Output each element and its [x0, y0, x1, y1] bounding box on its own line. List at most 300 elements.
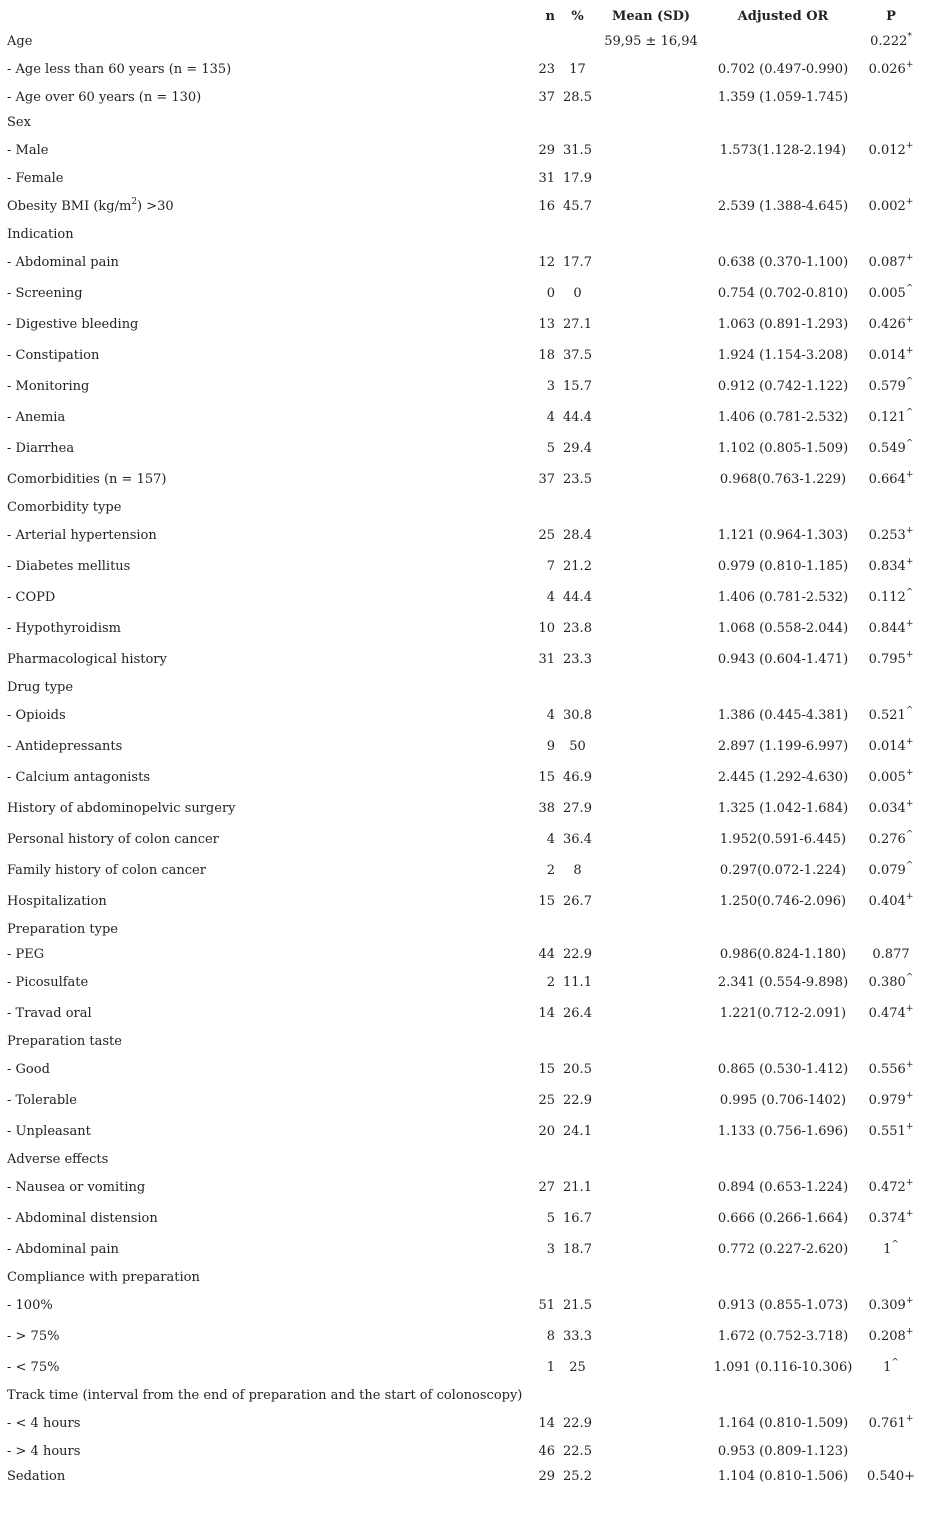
table-row [0, 284, 925, 304]
cell-adjusted-or: 1.672 (0.752-3.718) [717, 1329, 849, 1344]
p-value-marker: ^ [905, 705, 914, 716]
cell-n: 37 [538, 90, 555, 105]
cell-adjusted-or: 2.341 (0.554-9.898) [717, 975, 849, 990]
table-row [0, 439, 925, 459]
row-label: Personal history of colon cancer [7, 832, 219, 847]
row-label: Family history of colon cancer [7, 863, 206, 878]
table-row [0, 1268, 925, 1288]
cell-adjusted-or: 0.986(0.824-1.180) [719, 947, 847, 962]
table-row [0, 377, 925, 397]
cell-adjusted-or: 0.943 (0.604-1.471) [717, 652, 849, 667]
p-value-text: 0.474 [868, 1006, 906, 1021]
p-value-marker: + [905, 1208, 914, 1219]
cell-percent: 44.4 [563, 410, 592, 425]
table-row [0, 88, 925, 108]
table-row [0, 1032, 925, 1052]
table-row [0, 737, 925, 757]
cell-p-value [862, 557, 920, 577]
p-value-text: 0.087 [868, 255, 906, 270]
cell-percent: 36.4 [563, 832, 592, 847]
cell-percent: 11.1 [563, 975, 592, 990]
cell-percent: 17.7 [563, 255, 592, 270]
cell-n: 16 [538, 199, 555, 214]
cell-n: 8 [546, 1329, 555, 1344]
cell-adjusted-or: 0.865 (0.530-1.412) [717, 1062, 849, 1077]
cell-percent: 17 [569, 62, 586, 77]
p-value-text: 0.556 [868, 1062, 906, 1077]
p-value-text: 0.002 [868, 199, 906, 214]
table-row [0, 470, 925, 490]
table-row [0, 706, 925, 726]
p-value-text: 0.834 [868, 559, 906, 574]
row-label: - Nausea or vomiting [7, 1180, 146, 1195]
p-value-text: 0.253 [868, 528, 906, 543]
table-row [0, 1414, 925, 1434]
row-label: Pharmacological history [7, 652, 167, 667]
p-value-marker: + [905, 798, 914, 809]
table-row [0, 498, 925, 518]
cell-n: 25 [538, 1093, 555, 1108]
cell-percent: 26.7 [563, 894, 592, 909]
cell-n: 4 [546, 832, 555, 847]
p-value-marker: * [907, 31, 912, 42]
p-value-marker: + [905, 618, 914, 629]
p-value-marker: + [905, 1003, 914, 1014]
cell-percent: 26.4 [563, 1006, 592, 1021]
cell-p-value [862, 408, 920, 428]
cell-p-value [862, 197, 920, 217]
cell-percent: 22.5 [563, 1444, 592, 1459]
p-value-marker: + [905, 1413, 914, 1424]
table-row [0, 678, 925, 698]
cell-percent: 28.4 [563, 528, 592, 543]
cell-p-value [862, 706, 920, 726]
cell-percent: 21.5 [563, 1298, 592, 1313]
p-value-text: 0.079 [868, 863, 906, 878]
table-row [0, 60, 925, 80]
cell-p-value [862, 945, 920, 965]
row-label: - Antidepressants [7, 739, 123, 754]
row-label: - Abdominal distension [7, 1211, 158, 1226]
p-value-text: 0.112 [868, 590, 906, 605]
header-n: n [545, 9, 555, 24]
cell-adjusted-or: 1.063 (0.891-1.293) [717, 317, 849, 332]
cell-adjusted-or: 1.924 (1.154-3.208) [717, 348, 849, 363]
row-label: - Unpleasant [7, 1124, 91, 1139]
p-value-text: 0.014 [868, 739, 906, 754]
p-value-text: 0.374 [868, 1211, 906, 1226]
cell-adjusted-or: 0.638 (0.370-1.100) [717, 255, 849, 270]
cell-adjusted-or: 2.445 (1.292-4.630) [717, 770, 849, 785]
p-value-marker: ^ [905, 407, 914, 418]
row-label: - Travad oral [7, 1006, 92, 1021]
cell-p-value [862, 526, 920, 546]
cell-percent: 28.5 [563, 90, 592, 105]
p-value-marker: + [905, 891, 914, 902]
cell-adjusted-or: 0.968(0.763-1.229) [719, 472, 847, 487]
row-label: Drug type [7, 680, 74, 695]
cell-percent: 24.1 [563, 1124, 592, 1139]
cell-p-value [862, 1240, 920, 1260]
cell-n: 46 [538, 1444, 555, 1459]
p-value-marker: + [905, 1090, 914, 1101]
cell-percent: 8 [573, 863, 582, 878]
cell-n: 13 [538, 317, 555, 332]
cell-p-value [862, 1122, 920, 1142]
cell-p-value [862, 650, 920, 670]
cell-p-value [862, 470, 920, 490]
row-label: - < 4 hours [7, 1416, 81, 1431]
table-row [0, 1060, 925, 1080]
cell-percent: 27.1 [563, 317, 592, 332]
cell-adjusted-or: 0.913 (0.855-1.073) [717, 1298, 849, 1313]
table-row [0, 830, 925, 850]
p-value-marker: + [905, 196, 914, 207]
row-label: - > 4 hours [7, 1444, 81, 1459]
table-row [0, 1296, 925, 1316]
table-row [0, 526, 925, 546]
table-row [0, 315, 925, 335]
row-label: - Digestive bleeding [7, 317, 139, 332]
p-value-text: 0.005 [868, 286, 906, 301]
cell-n: 23 [538, 62, 555, 77]
cell-n: 2 [546, 863, 555, 878]
cell-percent: 30.8 [563, 708, 592, 723]
cell-p-value [862, 1060, 920, 1080]
cell-adjusted-or: 1.573(1.128-2.194) [719, 143, 847, 158]
table-row [0, 1358, 925, 1378]
p-value-marker: ^ [905, 587, 914, 598]
p-value-text: 0.034 [868, 801, 906, 816]
row-label: - Opioids [7, 708, 66, 723]
cell-percent: 23.3 [563, 652, 592, 667]
cell-p-value [862, 768, 920, 788]
cell-n: 25 [538, 528, 555, 543]
row-label: - Male [7, 143, 49, 158]
cell-p-value [862, 253, 920, 273]
table-row [0, 557, 925, 577]
row-label: Preparation taste [7, 1034, 122, 1049]
cell-n: 37 [538, 472, 555, 487]
cell-percent: 33.3 [563, 1329, 592, 1344]
p-value-text: 0.222 [870, 34, 908, 49]
row-label: - Monitoring [7, 379, 90, 394]
row-label-superscript: 2 [131, 196, 138, 207]
cell-percent: 17.9 [563, 171, 592, 186]
cell-percent: 37.5 [563, 348, 592, 363]
table-row [0, 1327, 925, 1347]
cell-percent: 22.9 [563, 1093, 592, 1108]
row-label [7, 197, 174, 217]
cell-adjusted-or: 1.068 (0.558-2.044) [717, 621, 849, 636]
cell-n: 10 [538, 621, 555, 636]
p-value-text: 0.309 [868, 1298, 906, 1313]
row-label: Track time (interval from the end of preparation and the start of colonoscopy) [7, 1388, 523, 1403]
table-row [0, 253, 925, 273]
p-value-text: 0.979 [868, 1093, 906, 1108]
p-value-marker: + [905, 649, 914, 660]
cell-percent: 18.7 [563, 1242, 592, 1257]
cell-adjusted-or: 1.091 (0.116-10.306) [713, 1360, 853, 1375]
cell-p-value [862, 799, 920, 819]
header-p: P [886, 9, 896, 24]
table-row [0, 1467, 925, 1487]
p-value-marker: + [905, 1326, 914, 1337]
p-value-marker: ^ [905, 376, 914, 387]
cell-p-value [862, 1414, 920, 1434]
p-value-marker: + [905, 736, 914, 747]
row-label: - Age over 60 years (n = 130) [7, 90, 202, 105]
p-value-text: 0.844 [868, 621, 906, 636]
table-row [0, 861, 925, 881]
row-label: - Abdominal pain [7, 255, 119, 270]
p-value-marker: + [905, 314, 914, 325]
table-row [0, 1178, 925, 1198]
cell-percent: 22.9 [563, 947, 592, 962]
cell-n: 7 [546, 559, 555, 574]
cell-adjusted-or: 1.325 (1.042-1.684) [717, 801, 849, 816]
cell-n: 18 [538, 348, 555, 363]
cell-adjusted-or: 1.952(0.591-6.445) [719, 832, 847, 847]
cell-adjusted-or: 1.250(0.746-2.096) [719, 894, 847, 909]
p-value-text: 0.579 [868, 379, 906, 394]
p-value-text: 0.121 [868, 410, 906, 425]
table-row [0, 588, 925, 608]
cell-n: 29 [538, 1469, 555, 1484]
table-row [0, 225, 925, 245]
row-label: - PEG [7, 947, 45, 962]
cell-adjusted-or: 0.953 (0.809-1.123) [717, 1444, 849, 1459]
cell-n: 0 [546, 286, 555, 301]
p-value-marker: ^ [905, 860, 914, 871]
header-percent: % [571, 9, 584, 24]
cell-p-value [862, 830, 920, 850]
cell-n: 4 [546, 590, 555, 605]
p-value-text: 0.472 [868, 1180, 906, 1195]
table-row [0, 1442, 925, 1462]
row-label-text: ) >30 [137, 199, 174, 214]
row-label: Adverse effects [7, 1152, 109, 1167]
row-label: Age [7, 34, 33, 49]
cell-p-value [862, 346, 920, 366]
cell-n: 38 [538, 801, 555, 816]
table-row [0, 32, 925, 52]
p-value-marker: ^ [905, 829, 914, 840]
table-row [0, 619, 925, 639]
cell-percent: 21.1 [563, 1180, 592, 1195]
cell-p-value [862, 439, 920, 459]
row-label: - Age less than 60 years (n = 135) [7, 62, 232, 77]
row-label: - < 75% [7, 1360, 60, 1375]
table-row [0, 920, 925, 940]
row-label: - Calcium antagonists [7, 770, 150, 785]
cell-percent: 0 [573, 286, 582, 301]
cell-n: 2 [546, 975, 555, 990]
cell-n: 14 [538, 1006, 555, 1021]
cell-n: 51 [538, 1298, 555, 1313]
p-value-text: 0.426 [868, 317, 906, 332]
cell-n: 3 [546, 379, 555, 394]
table-header [0, 7, 925, 27]
cell-n: 5 [546, 1211, 555, 1226]
cell-adjusted-or: 1.359 (1.059-1.745) [717, 90, 849, 105]
row-label: - 100% [7, 1298, 53, 1313]
cell-n: 15 [538, 770, 555, 785]
p-value-text: 0.664 [868, 472, 906, 487]
p-value-marker: + [905, 1177, 914, 1188]
p-value-text: 0.005 [868, 770, 906, 785]
cell-p-value [862, 315, 920, 335]
table-row [0, 141, 925, 161]
cell-adjusted-or: 0.772 (0.227-2.620) [717, 1242, 849, 1257]
table-row [0, 973, 925, 993]
cell-adjusted-or: 0.702 (0.497-0.990) [717, 62, 849, 77]
cell-percent: 50 [569, 739, 586, 754]
cell-adjusted-or: 0.666 (0.266-1.664) [717, 1211, 849, 1226]
table-row [0, 408, 925, 428]
cell-mean-sd: 59,95 ± 16,94 [604, 34, 698, 49]
cell-adjusted-or: 0.979 (0.810-1.185) [717, 559, 849, 574]
cell-percent: 16.7 [563, 1211, 592, 1226]
table-row [0, 799, 925, 819]
cell-p-value [862, 1327, 920, 1347]
row-label: - Diarrhea [7, 441, 75, 456]
cell-percent: 29.4 [563, 441, 592, 456]
row-label: - Tolerable [7, 1093, 78, 1108]
cell-percent: 21.2 [563, 559, 592, 574]
p-value-text: 0.404 [868, 894, 906, 909]
cell-n: 4 [546, 410, 555, 425]
cell-percent: 46.9 [563, 770, 592, 785]
cell-adjusted-or: 0.912 (0.742-1.122) [717, 379, 849, 394]
p-value-text: 0.795 [868, 652, 906, 667]
row-label: - COPD [7, 590, 56, 605]
table-row [0, 892, 925, 912]
row-label: - Picosulfate [7, 975, 89, 990]
cell-adjusted-or: 1.221(0.712-2.091) [719, 1006, 847, 1021]
row-label: Indication [7, 227, 74, 242]
row-label: - Arterial hypertension [7, 528, 157, 543]
p-value-marker: + [905, 252, 914, 263]
cell-adjusted-or: 2.897 (1.199-6.997) [717, 739, 849, 754]
cell-n: 15 [538, 1062, 555, 1077]
table-row [0, 346, 925, 366]
cell-percent: 20.5 [563, 1062, 592, 1077]
cell-percent: 25 [569, 1360, 586, 1375]
row-label: - > 75% [7, 1329, 60, 1344]
p-value-marker: + [905, 59, 914, 70]
p-value-marker: ^ [891, 1239, 899, 1250]
table-row [0, 945, 925, 965]
p-value-marker: + [905, 1121, 914, 1132]
cell-n: 1 [546, 1360, 555, 1375]
table-row [0, 1386, 925, 1406]
cell-p-value [862, 60, 920, 80]
row-label: Sex [7, 115, 31, 130]
cell-n: 29 [538, 143, 555, 158]
cell-adjusted-or: 0.754 (0.702-0.810) [717, 286, 849, 301]
table-row [0, 1209, 925, 1229]
cell-p-value [862, 861, 920, 881]
cell-p-value [862, 973, 920, 993]
cell-p-value [862, 1178, 920, 1198]
table-row [0, 1122, 925, 1142]
cell-percent: 23.5 [563, 472, 592, 487]
row-label: - Hypothyroidism [7, 621, 121, 636]
cell-percent: 15.7 [563, 379, 592, 394]
cell-n: 14 [538, 1416, 555, 1431]
p-value-text: 0.012 [868, 143, 906, 158]
row-label: Compliance with preparation [7, 1270, 200, 1285]
row-label-text: Obesity BMI (kg/m [7, 199, 132, 214]
p-value-text: 0.276 [868, 832, 906, 847]
cell-n: 5 [546, 441, 555, 456]
p-value-marker: ^ [905, 438, 914, 449]
row-label: - Female [7, 171, 64, 186]
cell-n: 27 [538, 1180, 555, 1195]
table-row [0, 113, 925, 133]
table-row [0, 169, 925, 189]
cell-p-value [862, 141, 920, 161]
p-value-marker: + [905, 1059, 914, 1070]
row-label: - Screening [7, 286, 83, 301]
row-label: - Constipation [7, 348, 100, 363]
row-label: Preparation type [7, 922, 118, 937]
cell-adjusted-or: 1.121 (0.964-1.303) [717, 528, 849, 543]
cell-p-value [862, 619, 920, 639]
cell-percent: 44.4 [563, 590, 592, 605]
p-value-text: 0.761 [868, 1416, 906, 1431]
header-adjusted-or: Adjusted OR [737, 9, 829, 24]
table-row [0, 1004, 925, 1024]
p-value-text: 0.551 [868, 1124, 906, 1139]
p-value-marker: ^ [891, 1357, 899, 1368]
cell-n: 31 [538, 171, 555, 186]
p-value-text: 1 [883, 1360, 892, 1375]
p-value-marker: + [905, 525, 914, 536]
table-row [0, 768, 925, 788]
cell-p-value [862, 1091, 920, 1111]
cell-p-value [862, 588, 920, 608]
p-value-marker: + [905, 345, 914, 356]
cell-adjusted-or: 2.539 (1.388-4.645) [717, 199, 849, 214]
row-label: History of abdominopelvic surgery [7, 801, 236, 816]
row-label: Comorbidities (n = 157) [7, 472, 167, 487]
cell-adjusted-or: 1.102 (0.805-1.509) [717, 441, 849, 456]
cell-adjusted-or: 0.995 (0.706-1402) [719, 1093, 847, 1108]
cell-p-value [862, 1209, 920, 1229]
table-row [0, 1091, 925, 1111]
cell-percent: 45.7 [563, 199, 592, 214]
cell-adjusted-or: 1.406 (0.781-2.532) [717, 590, 849, 605]
cell-p-value [862, 284, 920, 304]
cell-n: 31 [538, 652, 555, 667]
cell-percent: 23.8 [563, 621, 592, 636]
table-row [0, 197, 925, 217]
cell-adjusted-or: 0.894 (0.653-1.224) [717, 1180, 849, 1195]
row-label: Comorbidity type [7, 500, 122, 515]
p-value-marker: ^ [905, 283, 914, 294]
cell-adjusted-or: 1.386 (0.445-4.381) [717, 708, 849, 723]
p-value-marker: + [905, 556, 914, 567]
cell-n: 3 [546, 1242, 555, 1257]
cell-p-value [862, 1004, 920, 1024]
cell-adjusted-or: 1.406 (0.781-2.532) [717, 410, 849, 425]
p-value-text: 1 [883, 1242, 892, 1257]
cell-p-value [862, 1358, 920, 1378]
p-value-text: 0.014 [868, 348, 906, 363]
p-value-marker: + [905, 767, 914, 778]
